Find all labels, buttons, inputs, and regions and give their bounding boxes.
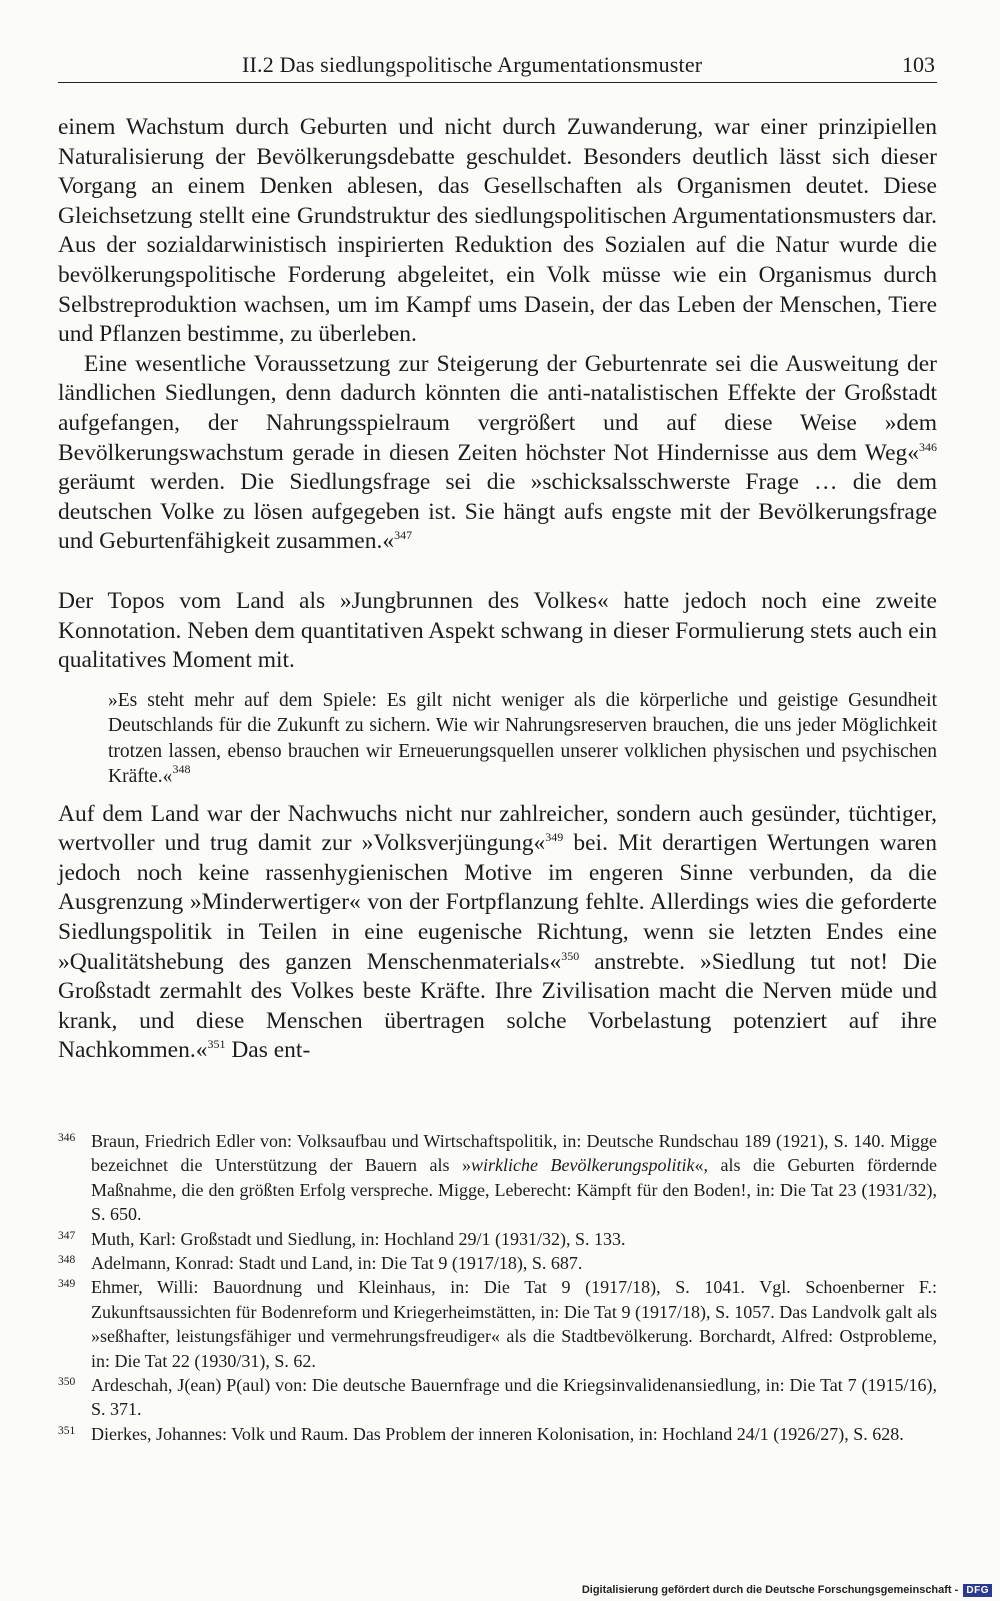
footnote-ref: 350 xyxy=(561,948,580,963)
block-quote xyxy=(108,688,937,790)
footnote-text: «, als die Geburten fördernde Maßnahme, die den größten Erfolg verspreche. Migge, Leberecht: Kämpft für den Boden!, in: Die Tat 23 (1931/32), S. 650. xyxy=(91,1155,938,1225)
footnote-italic: wirkliche Bevölkerungspolitik xyxy=(471,1155,695,1176)
footnote-text: Dierkes, Johannes: Volk und Raum. Das Problem der inneren Kolonisation, in: Hochland 24/1 (1926/27), S. 628. xyxy=(91,1423,904,1444)
footnote-ref: 346 xyxy=(919,439,937,454)
footnote-ref: 349 xyxy=(545,830,564,845)
footnote-text: Ardeschah, J(ean) P(aul) von: Die deutsche Bauernfrage und die Kriegsinvalidenansiedlung, in: Die Tat 7 (1915/16), S. 371. xyxy=(91,1375,937,1420)
footnote-number: 349 xyxy=(58,1278,76,1291)
paragraph xyxy=(58,350,937,557)
footnote xyxy=(58,1275,937,1373)
footnote xyxy=(58,1422,937,1446)
footnote-ref: 351 xyxy=(207,1037,226,1052)
footnote-number: 348 xyxy=(58,1254,76,1267)
footnote xyxy=(58,1251,937,1275)
text-run: Auf dem Land war der Nachwuchs nicht nur zahlreicher, sondern auch gesünder, tüchtiger, wertvoller und trug damit zur »Volksverjüngung« xyxy=(58,800,937,857)
page-number: 103 xyxy=(902,52,935,77)
credit-text: Digitalisierung gefördert durch die Deutsche Forschungsgemeinschaft - xyxy=(581,1584,959,1596)
page-header xyxy=(58,50,937,83)
footnote-text: Ehmer, Willi: Bauordnung und Kleinhaus, in: Die Tat 9 (1917/18), S. 1041. Vgl. Schoenberner F.: Zukunftsaussichten für Bodenreform und Kriegerheimstätten, in: Die Tat 9 (1917/18), S. 1057. Das Landvolk galt als »seßhafter, leistungsfähiger und vermehrungsfreudiger« als die Stadtbevölkerung. Borchardt, Alfred: Ostprobleme, in: Die Tat 22 (1930/31), S. 62. xyxy=(91,1277,937,1371)
text-run: geräumt werden. Die Siedlungsfrage sei die »schicksalsschwerste Frage … die dem deutschen Volke zu lösen aufgegeben ist. Sie hängt aufs engste mit der Bevölkerungsfrage und Geburtenfähigkeit zusammen.« xyxy=(58,469,937,555)
footnote-text: Braun, Friedrich Edler von: Volksaufbau und Wirtschaftspolitik, in: Deutsche Rundschau 189 (1921), S. 140. Migge bezeichnet die Unterstützung der Bauern als » xyxy=(91,1131,937,1176)
footnote-ref: 348 xyxy=(172,762,191,777)
footnote-ref: 347 xyxy=(394,528,413,543)
text-run: bei. Mit derartigen Wertungen waren jedoch noch keine rassenhygienischen Motive im engeren Sinne verbunden, da die Ausgrenzung »Minderwertiger« von der Fortpflanzung fehlte. Allerdings wies die geforderte Siedlungspolitik in Teilen in eine eugenische Richtung, wenn sie letzten Endes eine »Qualitätshebung des ganzen Menschenmaterials« xyxy=(58,830,937,975)
footnote-number: 350 xyxy=(58,1376,76,1389)
dfg-logo: DFG xyxy=(963,1584,992,1597)
footnote xyxy=(58,1373,937,1422)
footnote-text: Muth, Karl: Großstadt und Siedlung, in: Hochland 29/1 (1931/32), S. 133. xyxy=(91,1228,626,1249)
footnotes xyxy=(58,1129,937,1446)
text-run: Eine wesentliche Voraussetzung zur Steigerung der Geburtenrate sei die Ausweitung der ländlichen Siedlungen, denn dadurch könnten die anti-natalistischen Effekte der Großstadt aufgefangen, der Nahrungsspielraum vergrößert und auf diese Weise »dem Bevölkerungswachstum gerade in diesen Zeiten höchster Not Hindernisse aus dem Weg« xyxy=(58,350,937,466)
running-head: II.2 Das siedlungspolitische Argumentationsmuster xyxy=(242,52,703,77)
footnote-number: 346 xyxy=(58,1132,76,1144)
paragraph: Der Topos vom Land als »Jungbrunnen des Volkes« hatte jedoch noch eine zweite Konnotation. Neben dem quantitativen Aspekt schwang in dieser Formulierung stets auch ein qualitatives Moment mit. xyxy=(58,587,937,674)
footnote-number: 347 xyxy=(58,1229,76,1242)
footnote-text: Adelmann, Konrad: Stadt und Land, in: Die Tat 9 (1917/18), S. 687. xyxy=(91,1253,583,1274)
paragraph xyxy=(58,800,937,1066)
text-run: Das ent- xyxy=(225,1037,311,1064)
digitization-credit xyxy=(582,1584,992,1597)
footnote xyxy=(58,1129,937,1227)
footnote xyxy=(58,1227,937,1251)
quote-text: »Es steht mehr auf dem Spiele: Es gilt nicht weniger als die körperliche und geistige Gesundheit Deutschlands für die Zukunft zu sichern. Wie wir Nahrungsreserven brauchen, die uns jeder Möglichkeit trotzen lassen, ebenso brauchen wir Erneuerungsquellen unserer volklichen physischen und psychischen Kräfte.« xyxy=(108,689,937,788)
footnote-number: 351 xyxy=(58,1424,76,1437)
paragraph: einem Wachstum durch Geburten und nicht durch Zuwanderung, war einer prinzipiellen Naturalisierung der Bevölkerungsdebatte geschuldet. Besonders deutlich lässt sich dieser Vorgang an einem Denken ablesen, das Gesellschaften als Organismen deutet. Diese Gleichsetzung stellt eine Grundstruktur des siedlungspolitischen Argumentationsmusters dar. Aus der sozialdarwinistisch inspirierten Reduktion des Sozialen auf die Natur wurde die bevölkerungspolitische Forderung abgeleitet, ein Volk müsse wie ein Organismus durch Selbstreproduktion wachsen, um im Kampf ums Dasein, der das Leben der Menschen, Tiere und Pflanzen bestimme, zu überleben. xyxy=(58,114,937,348)
main-text xyxy=(58,113,937,1066)
text-run: anstrebte. »Siedlung tut not! Die Großstadt zermahlt des Volkes beste Kräfte. Ihre Zivilisation macht die Nerven müde und krank, und diese Menschen übertragen solche Vorbelastung potenziert auf ihre Nachkommen.« xyxy=(58,948,937,1064)
